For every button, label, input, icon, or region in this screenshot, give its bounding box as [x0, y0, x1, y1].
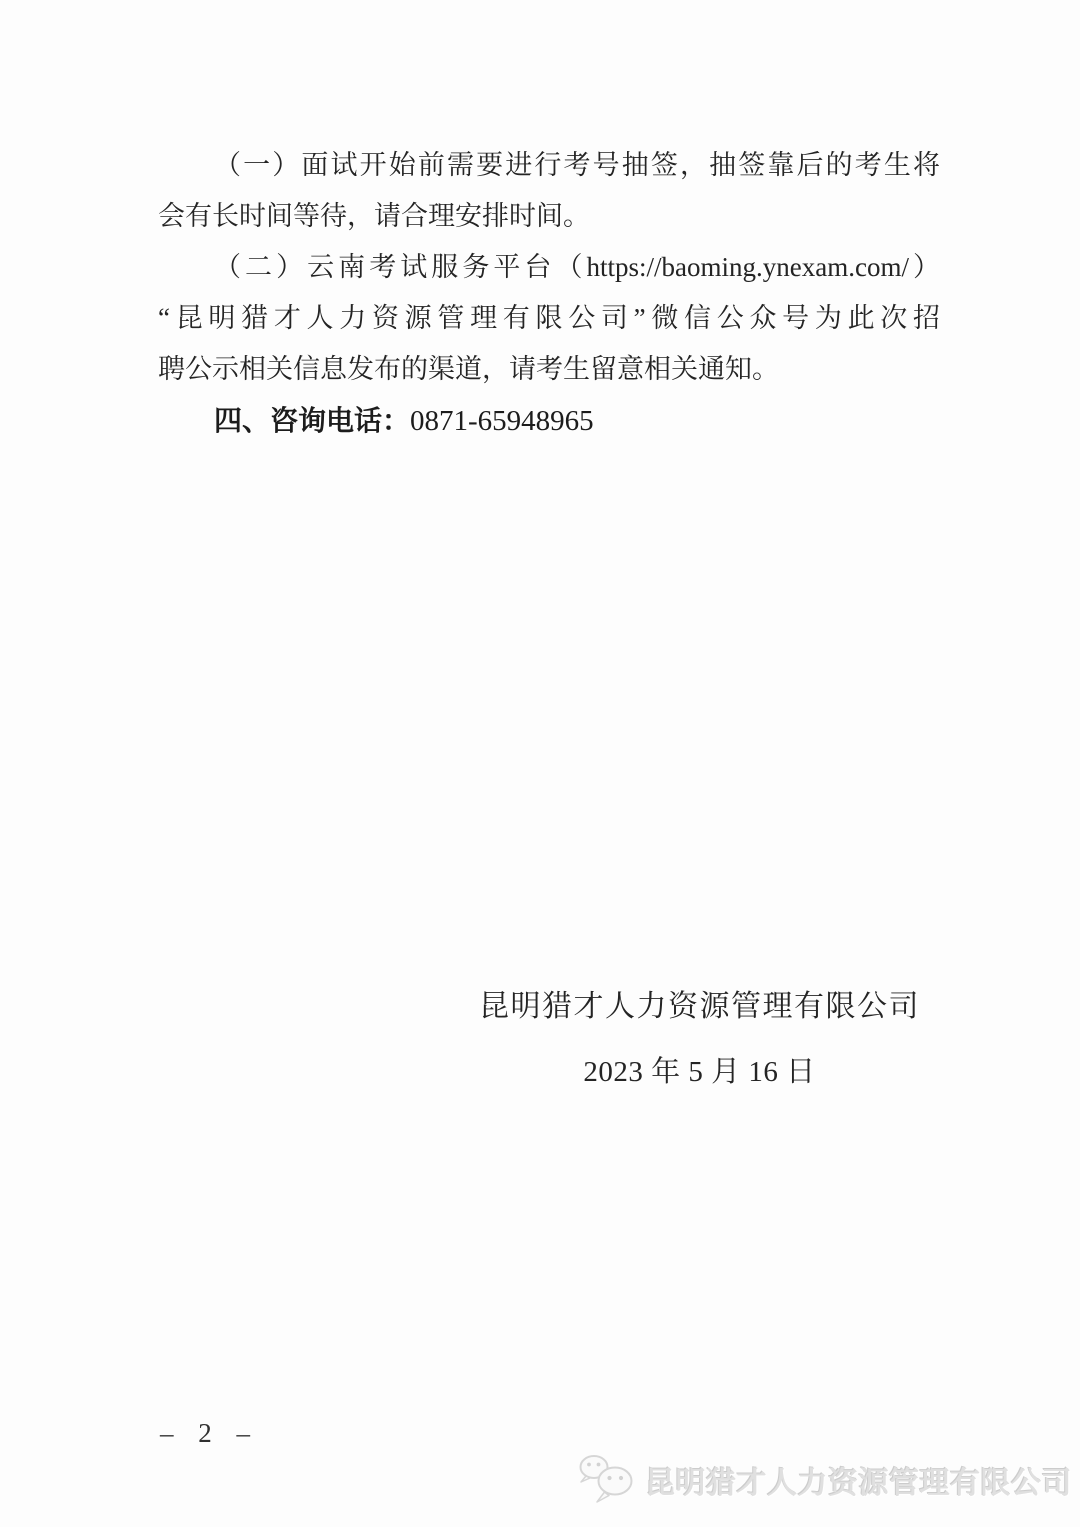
- contact-label: 四、咨询电话：: [214, 405, 411, 436]
- footer-company-text: 昆明猎才人力资源管理有限公司: [645, 1467, 1072, 1500]
- footer-watermark: [576, 1452, 1072, 1508]
- paragraph2-line1-prefix: （二）云南考试服务平台（: [214, 252, 587, 282]
- document-body: [158, 140, 940, 446]
- url-text: https://baoming.ynexam.com/: [586, 252, 909, 282]
- signature-date: 2023 年 5 月 16 日: [583, 1056, 816, 1088]
- page-number: – 2 –: [160, 1418, 259, 1448]
- contact-line: [158, 395, 940, 446]
- wechat-icon: [576, 1452, 640, 1508]
- paragraph2-line1-suffix: ）: [908, 252, 940, 282]
- signature-company: 昆明猎才人力资源管理有限公司: [479, 990, 920, 1023]
- signature-block: [479, 986, 920, 1090]
- paragraph1-line2: 会有长时间等待，请合理安排时间。: [158, 201, 590, 231]
- paragraph2-line3: 聘公示相关信息发布的渠道，请考生留意相关通知。: [158, 354, 779, 384]
- paragraph2-line2: “昆明猎才人力资源管理有限公司”微信公众号为此次招: [158, 303, 940, 333]
- paragraph2-line1: [158, 242, 940, 293]
- phone-number: 0871-65948965: [410, 405, 594, 437]
- paragraph1-line1: （一）面试开始前需要进行考号抽签，抽签靠后的考生将: [214, 150, 940, 180]
